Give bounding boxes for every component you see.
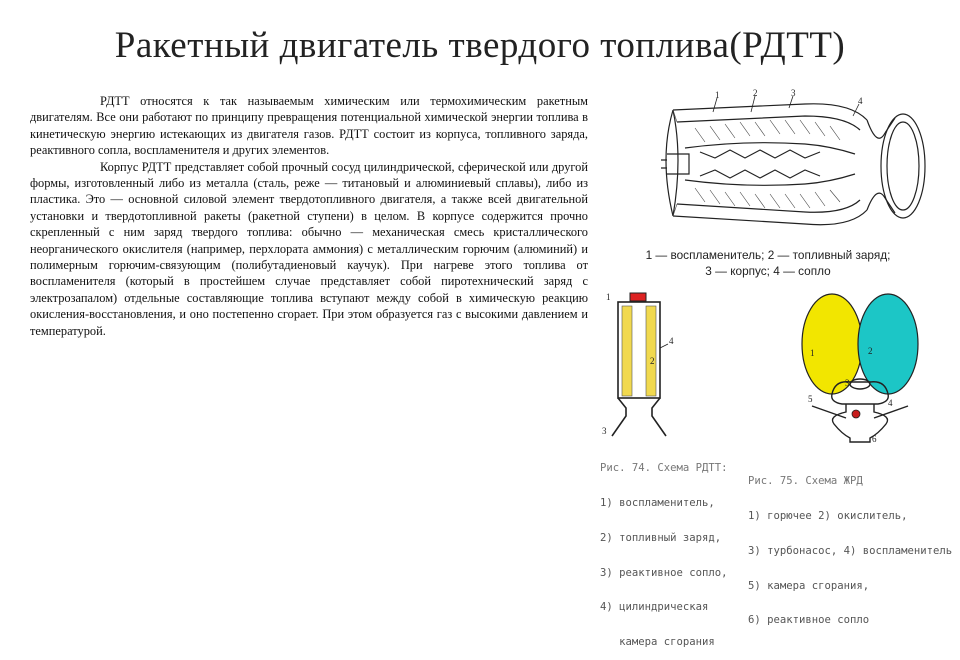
rdtt-caption-line4: 4) цилиндрическая bbox=[600, 601, 709, 614]
rdtt-caption-line3: 3) реактивное сопло, bbox=[600, 566, 728, 579]
paragraph-casing: Корпус РДТТ представляет собой прочный сосуд цилиндрической, сферической или другой формы, изготовленный либо из металла (сталь, реже — титановый и алюминиевый сплавы), либо из пластика. Это — основной силовой элемент твердотопливного двигателя, а также всей двигательной установки и твердотопливной ракеты (ракетной ступени) в целом. В корпусе содержится прочно скрепленный с ним заряд твердого топлива: обычно — механическая смесь кристаллического неорганического окислителя (например, перхлората аммония) с металлическим горючим (алюминий) и полимерным горючим-связующим (полибутадиеновый каучук). При нагреве этого топлива от воспламенителя (который в простейшем случае представляет собой пиротехнический заряд с электрозапалом) отдельные составляющие топлива вступают между собой в химическую реакцию окисления-восстановления, и оно постепенно сгорает. При этом образуется газ с высокими давлением и температурой. bbox=[30, 159, 588, 338]
zhrd-label-2: 2 bbox=[868, 346, 873, 356]
zhrd-caption-line1: 1) горючее 2) окислитель, bbox=[748, 509, 908, 522]
zhrd-caption-line2: 3) турбонасос, 4) воспламенитель bbox=[748, 544, 953, 557]
rdtt-cutaway-figure bbox=[655, 88, 930, 246]
rdtt-label-3: 3 bbox=[602, 426, 607, 436]
rdtt-label-4: 4 bbox=[669, 336, 674, 346]
zhrd-label-3: 3 bbox=[845, 378, 850, 388]
zhrd-scheme-figure bbox=[790, 290, 930, 450]
rdtt-label-2: 2 bbox=[650, 356, 655, 366]
rdtt-caption-line1: 1) воспламенитель, bbox=[600, 496, 715, 509]
figure-top-caption-line1: 1 — воспламенитель; 2 — топливный заряд; bbox=[645, 248, 891, 262]
rdtt-scheme-caption bbox=[600, 440, 728, 660]
figure-top-label-3: 3 bbox=[791, 88, 796, 98]
body-text bbox=[30, 93, 588, 339]
figure-top-label-1: 1 bbox=[715, 90, 720, 100]
zhrd-label-4: 4 bbox=[888, 398, 893, 408]
figure-top-label-2: 2 bbox=[753, 88, 758, 98]
fuel-tank bbox=[802, 294, 862, 394]
rdtt-label-1: 1 bbox=[606, 292, 611, 302]
zhrd-scheme-caption bbox=[748, 453, 952, 639]
igniter-dot bbox=[852, 410, 860, 418]
figure-top-label-4: 4 bbox=[858, 96, 863, 106]
zhrd-caption-line3: 5) камера сгорания, bbox=[748, 579, 870, 592]
zhrd-label-6: 6 bbox=[872, 434, 877, 444]
oxidizer-tank bbox=[858, 294, 918, 394]
zhrd-label-5: 5 bbox=[808, 394, 813, 404]
paragraph-intro: РДТТ относятся к так называемым химическим или термохимическим ракетным двигателям. Все они работают по принципу превращения потенциальной химической энергии топлива в кинетическую энергию истекающих из двигателя газов. РДТТ состоит из корпуса, топливного заряда, реактивного сопла, воспламенителя и других элементов. bbox=[30, 94, 588, 158]
figure-top-caption-line2: 3 — корпус; 4 — сопло bbox=[705, 264, 831, 278]
rdtt-caption-title: Рис. 74. Схема РДТТ: bbox=[600, 462, 728, 475]
rdtt-caption-line5: камера сгорания bbox=[600, 636, 715, 649]
rdtt-caption-line2: 2) топливный заряд, bbox=[600, 531, 722, 544]
slide-title: Ракетный двигатель твердого топлива(РДТТ) bbox=[114, 25, 846, 66]
zhrd-label-1: 1 bbox=[810, 348, 815, 358]
igniter-block bbox=[630, 293, 646, 301]
zhrd-caption-title: Рис. 75. Схема ЖРД bbox=[748, 475, 863, 488]
figure-top-caption bbox=[607, 247, 929, 279]
rdtt-scheme-figure bbox=[598, 288, 680, 438]
zhrd-caption-line4: 6) реактивное сопло bbox=[748, 614, 870, 627]
